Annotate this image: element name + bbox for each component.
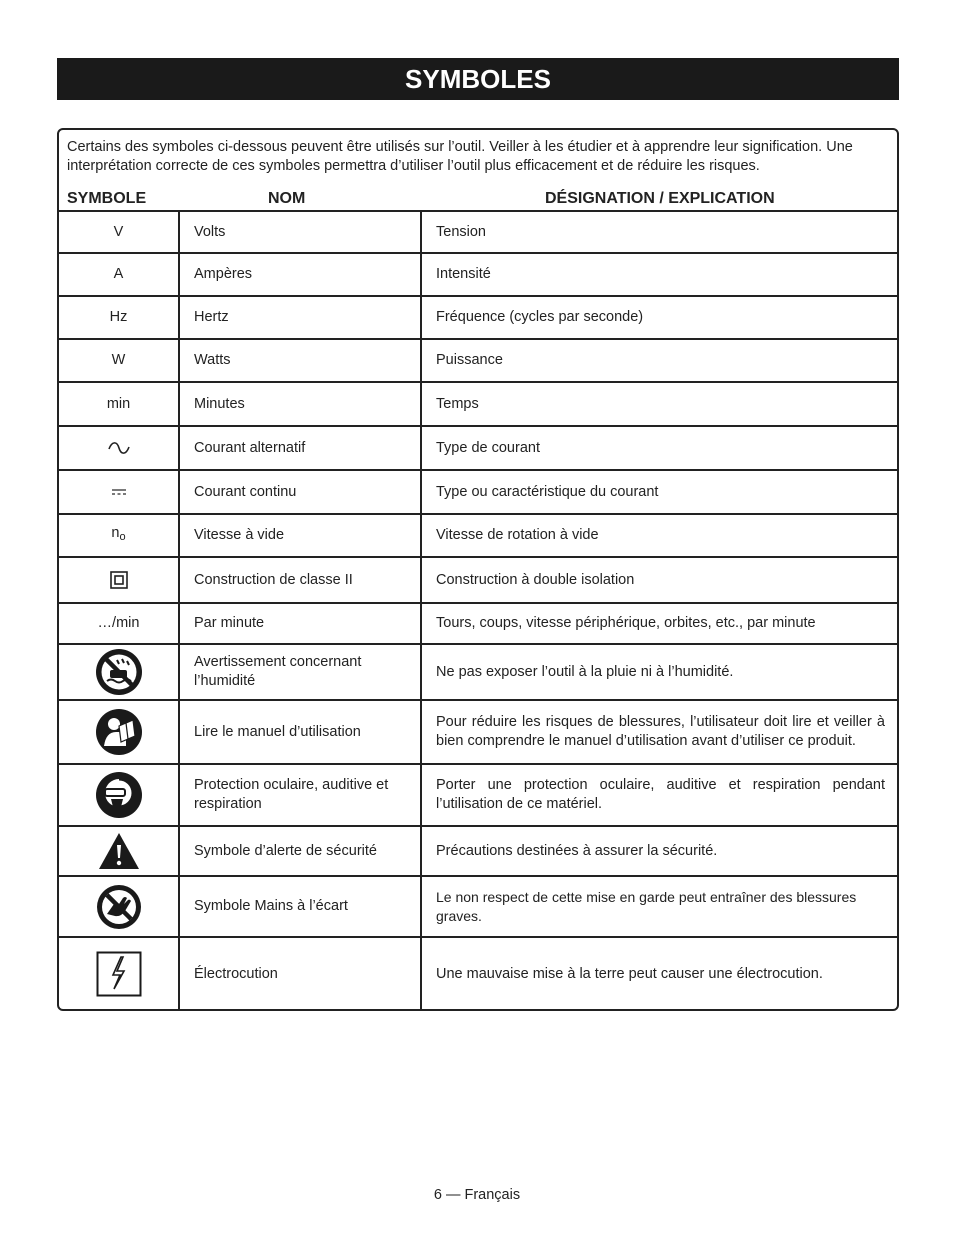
read-manual-icon (95, 708, 143, 756)
name-cell: Minutes (179, 382, 421, 426)
explanation-cell: Pour réduire les risques de blessures, l’utilisateur doit lire et veiller à bien comprendre le manuel d’utilisation avant d’utiliser ce produit. (421, 700, 897, 764)
name-cell: Volts (179, 211, 421, 253)
explanation-cell: Porter une protection oculaire, auditive et respiration pendant l’utilisation de ce matériel. (421, 764, 897, 826)
header-symbol: SYMBOLE (67, 190, 147, 207)
symbol-cell: V (59, 211, 179, 253)
eye-ear-protection-icon (95, 771, 143, 819)
symbol-cell (59, 557, 179, 603)
electrocution-icon (96, 951, 142, 997)
symbol-cell (59, 937, 179, 1010)
table-row (59, 470, 897, 514)
name-cell: Ampères (179, 253, 421, 296)
name-cell: Protection oculaire, auditive et respiration (179, 764, 421, 826)
symbol-cell (59, 700, 179, 764)
symbol-cell (59, 426, 179, 470)
name-cell: Lire le manuel d’utilisation (179, 700, 421, 764)
explanation-cell: Intensité (421, 253, 897, 296)
explanation-cell: Ne pas exposer l’outil à la pluie ni à l’humidité. (421, 644, 897, 700)
table-row (59, 557, 897, 603)
table-row (59, 253, 897, 296)
explanation-cell: Fréquence (cycles par seconde) (421, 296, 897, 339)
symbol-cell (59, 644, 179, 700)
explanation-cell: Temps (421, 382, 897, 426)
explanation-cell: Le non respect de cette mise en garde peut entraîner des blessures graves. (421, 876, 897, 937)
direct-current-icon (111, 488, 127, 496)
class-ii-construction-icon (110, 571, 128, 589)
table-row (59, 211, 897, 253)
symbol-cell: Hz (59, 296, 179, 339)
name-cell: Avertissement concernant l’humidité (179, 644, 421, 700)
table-row (59, 514, 897, 557)
symbol-cell: …/min (59, 603, 179, 644)
table-row (59, 296, 897, 339)
table-row (59, 603, 897, 644)
symbol-cell (59, 764, 179, 826)
symbol-cell: W (59, 339, 179, 382)
explanation-cell: Tours, coups, vitesse périphérique, orbites, etc., par minute (421, 603, 897, 644)
symbol-cell (59, 876, 179, 937)
table-row (59, 339, 897, 382)
name-cell: Courant continu (179, 470, 421, 514)
name-cell: Watts (179, 339, 421, 382)
name-cell: Hertz (179, 296, 421, 339)
name-cell: Symbole Mains à l’écart (179, 876, 421, 937)
symbol-cell: min (59, 382, 179, 426)
table-row (59, 426, 897, 470)
name-cell: Symbole d’alerte de sécurité (179, 826, 421, 876)
explanation-cell: Puissance (421, 339, 897, 382)
name-cell: Électrocution (179, 937, 421, 1010)
table-row (59, 644, 897, 700)
no-load-speed-subscript: o (119, 531, 126, 543)
table-row (59, 700, 897, 764)
symbols-panel (57, 128, 899, 1011)
no-load-speed-symbol: n (111, 525, 120, 541)
table-row (59, 876, 897, 937)
explanation-cell: Tension (421, 211, 897, 253)
table-row (59, 382, 897, 426)
explanation-cell: Type ou caractéristique du courant (421, 470, 897, 514)
name-cell: Courant alternatif (179, 426, 421, 470)
symbol-cell (59, 826, 179, 876)
table-row (59, 826, 897, 876)
symbols-table (59, 210, 897, 1010)
alternating-current-icon (108, 442, 130, 454)
table-row (59, 937, 897, 1010)
symbol-cell (59, 514, 179, 557)
header-name: NOM (268, 190, 306, 207)
intro-text: Certains des symboles ci-dessous peuvent être utilisés sur l’outil. Veiller à les étudier et à apprendre leur signification. Une interprétation correcte de ces symboles permettra d’utiliser l’outil plus efficacement et de réduire les risques. (67, 139, 853, 174)
name-cell: Vitesse à vide (179, 514, 421, 557)
page-title: SYMBOLES (57, 58, 899, 100)
explanation-cell: Une mauvaise mise à la terre peut causer une électrocution. (421, 937, 897, 1010)
explanation-cell: Construction à double isolation (421, 557, 897, 603)
safety-alert-icon (98, 832, 140, 870)
name-cell: Par minute (179, 603, 421, 644)
explanation-cell: Précautions destinées à assurer la sécurité. (421, 826, 897, 876)
symbol-cell (59, 470, 179, 514)
header-explanation: DÉSIGNATION / EXPLICATION (545, 190, 775, 207)
explanation-cell: Vitesse de rotation à vide (421, 514, 897, 557)
keep-hands-away-icon (96, 884, 142, 930)
wet-conditions-alert-icon (95, 648, 143, 696)
table-row (59, 764, 897, 826)
symbol-cell: A (59, 253, 179, 296)
name-cell: Construction de classe II (179, 557, 421, 603)
page-footer: 6 — Français (433, 1187, 521, 1203)
explanation-cell: Type de courant (421, 426, 897, 470)
